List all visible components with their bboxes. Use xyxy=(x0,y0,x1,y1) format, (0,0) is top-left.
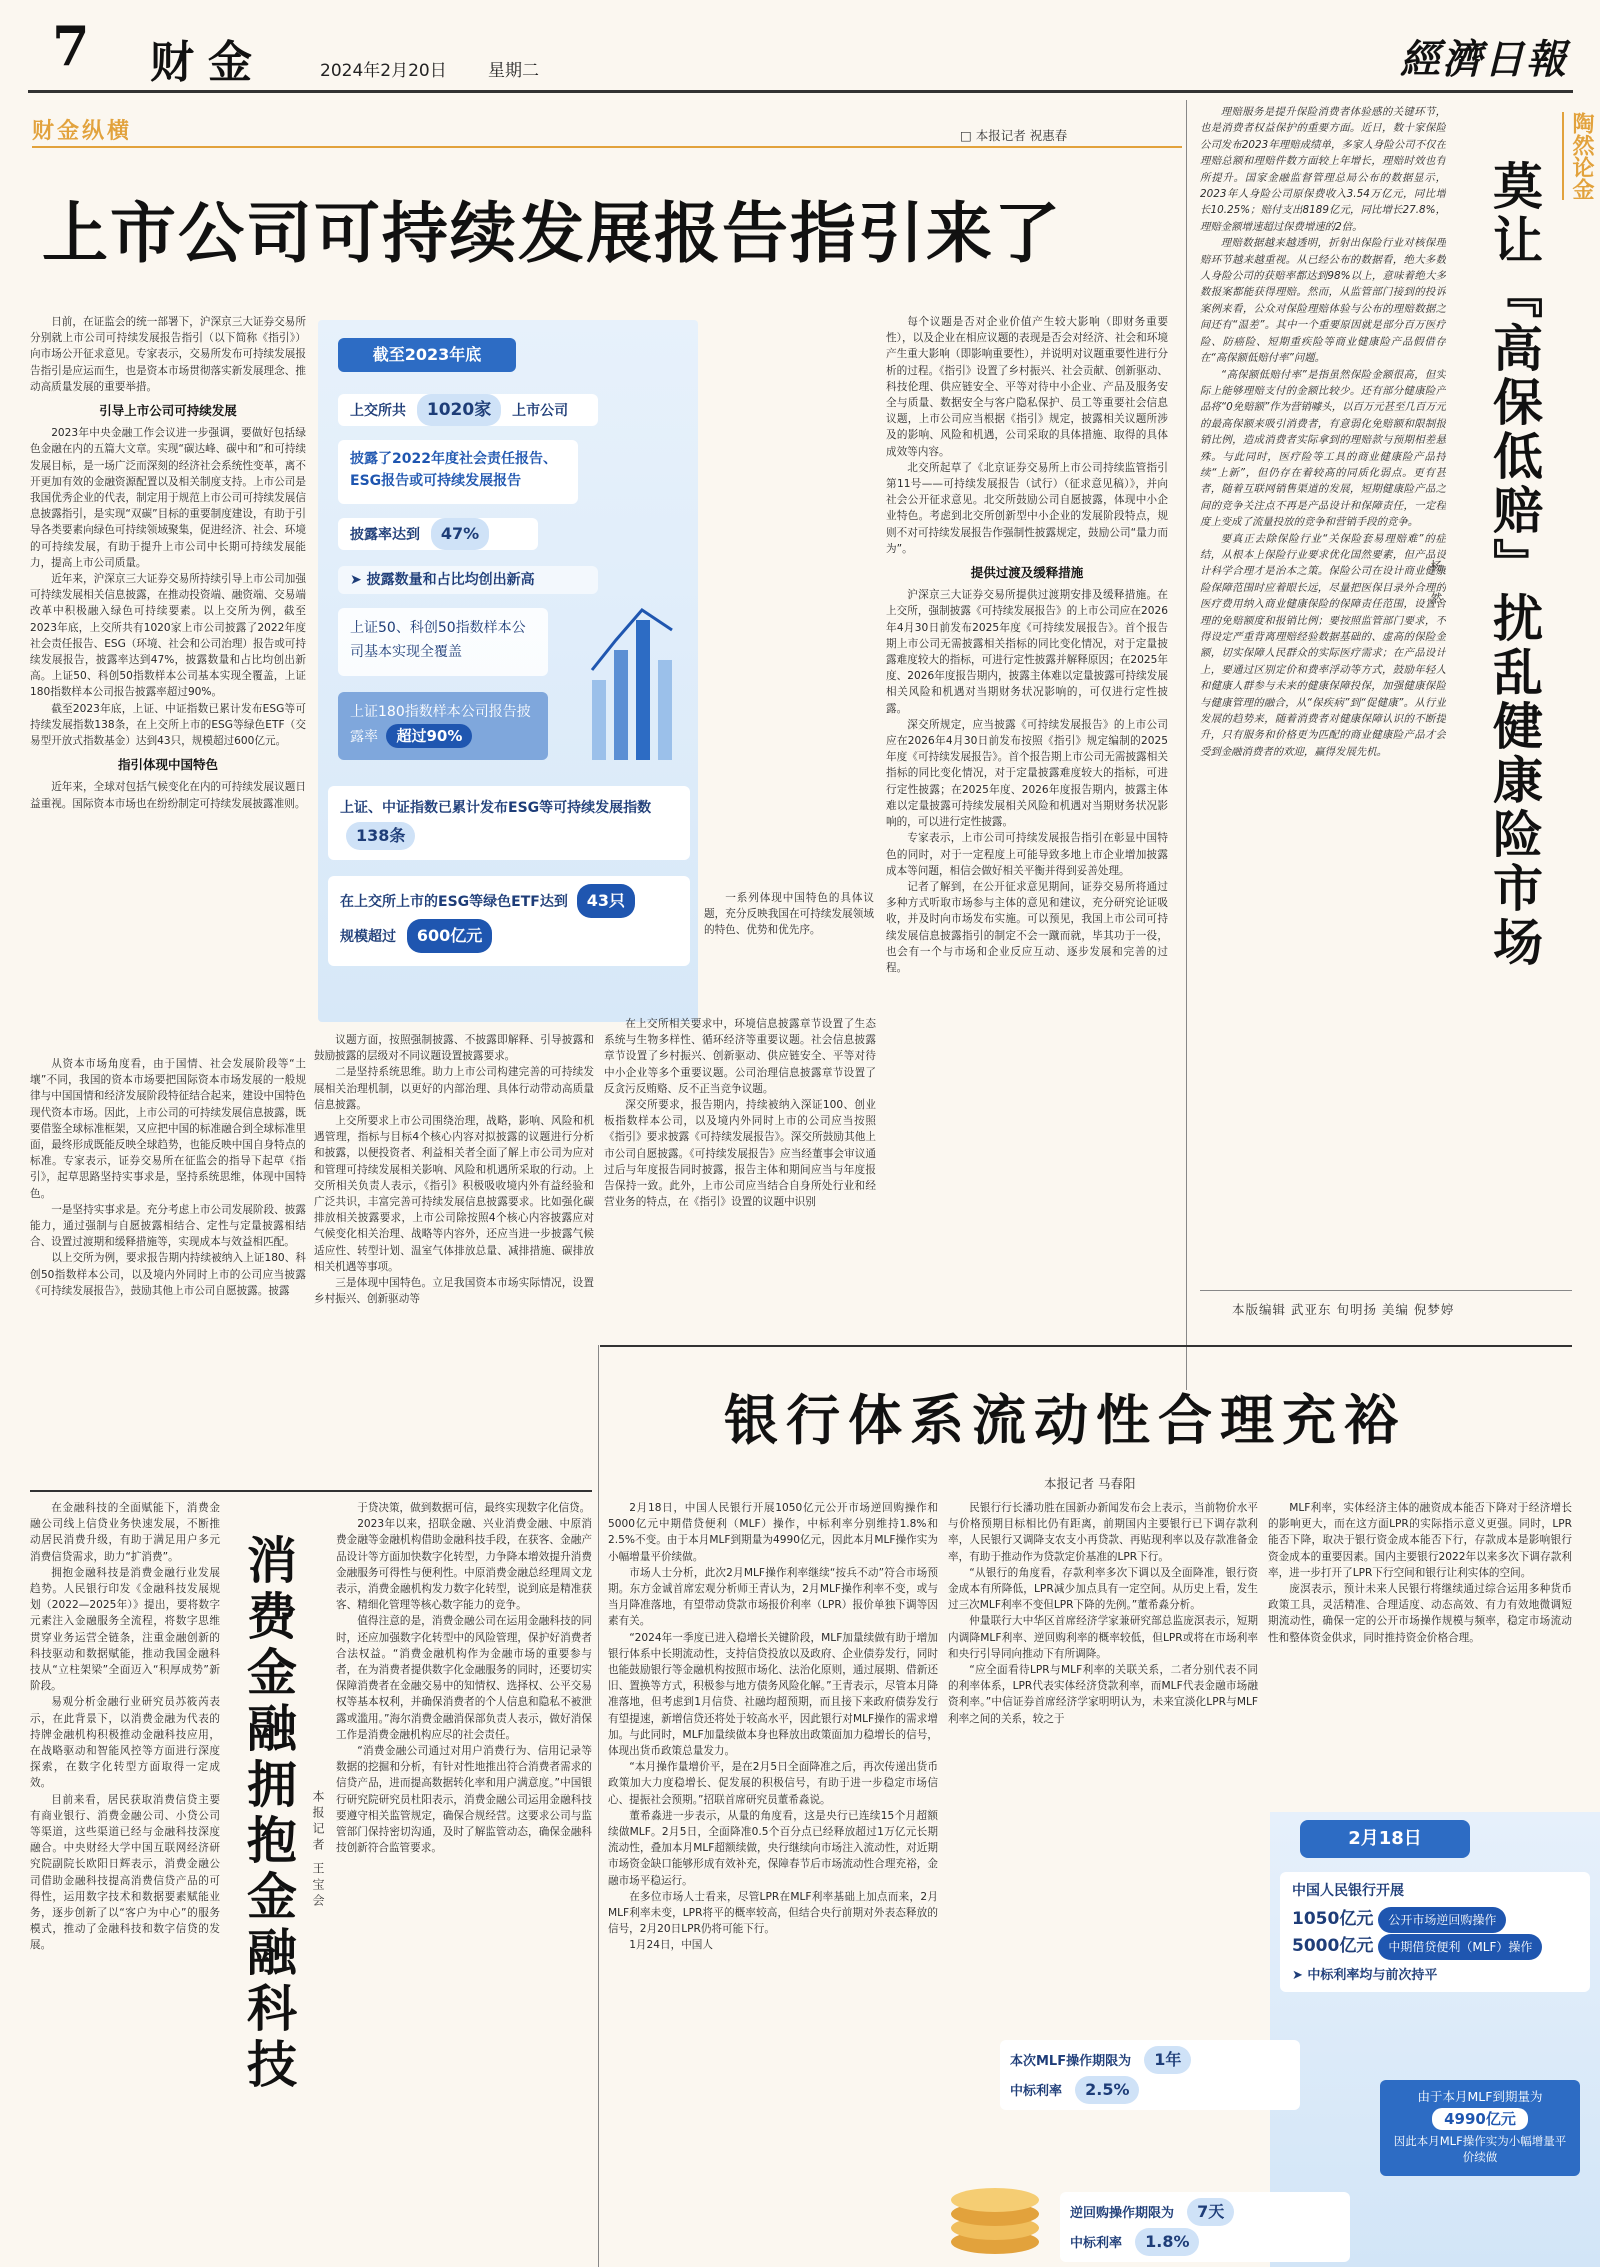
info1-row4 xyxy=(338,566,598,594)
info2-mlf-rate-value: 2.5% xyxy=(1075,2076,1139,2104)
decorative-chart-icon xyxy=(586,590,690,770)
info1-row9-label: 规模超过 xyxy=(340,929,396,945)
info2-date-tag: 2月18日 xyxy=(1300,1820,1470,1858)
info2-mlf-box xyxy=(1000,2040,1300,2110)
issue-date: 2024年2月20日 xyxy=(320,61,447,81)
article3-author: 本报记者 王宝会 xyxy=(311,1790,325,1910)
info2-mlf-term-value: 1年 xyxy=(1144,2046,1191,2074)
info2-due-value: 4990亿元 xyxy=(1432,2108,1528,2130)
article2-top-rule xyxy=(600,1345,1572,1347)
side-column-tag: 陶然论金 xyxy=(1562,112,1598,200)
page-credits: 本版编辑 武亚东 旬明扬 美编 倪梦婷 xyxy=(1232,1302,1455,1317)
paragraph: “2024年一季度已进入稳增长关键阶段，MLF加量续做有助于增加银行体系中长期流动性，支持信贷投放以及政府、企业债券发行，同时也能鼓励银行等金融机构按照市场化、法治化原则，通过展期、借新还旧、置换等方式，积极参与地方债务风险化解。”王青表示，尽管本月降准落地，但考虑到1月信贷、社融均超预期，而且接下来政府债券发行有望提速，新增信贷还将处于较高水平，因此银行对MLF操作的需求增加。与此同时，MLF加量续做本身也释放出政策面加力稳增长的信号，体现出货币政策总量发力。 xyxy=(608,1631,938,1758)
article1-lead: 日前，在证监会的统一部署下，沪深京三大证券交易所分别就上市公司可持续发展报告指引（以下简称《指引》）向市场公开征求意见。专家表示，交易所发布可持续发展报告指引是应运而生，也是资本市场贯彻落实新发展理念、推动高质量发展的重要举措。 xyxy=(30,316,306,393)
info1-row1-prefix: 上交所共 xyxy=(350,403,406,419)
article3-col1 xyxy=(30,1500,220,2267)
info2-note: 中标利率均与前次持平 xyxy=(1307,1968,1438,1983)
paragraph: 在金融科技的全面赋能下，消费金融公司线上信贷业务快速发展，不断推动居民消费升级，有助于满足用户多元消费信贷需求，助力“扩消费”。 xyxy=(30,1502,220,1563)
side-column-author: 杨然 xyxy=(1429,560,1443,624)
paragraph: 值得注意的是，消费金融公司在运用金融科技的同时，还应加强数字化转型中的风险管理，保护好消费者合法权益。“消费金融机构作为金融市场的重要参与者，在为消费者提供数字化金融服务的同时，还要切实保障消费者在金融交易中的知情权、选择权、公平交易权等基本权利，并确保消费者的个人信息和隐私不被泄露或滥用。”海尔消费金融消保部负责人表示，做好消保工作是消费金融机构应尽的社会责任。 xyxy=(336,1615,592,1741)
info2-due-note: 因此本月MLF操作实为小幅增量平价续做 xyxy=(1393,2134,1567,2164)
paragraph: 一是坚持实事求是。充分考虑上市公司发展阶段、披露能力，通过强制与自愿披露相结合、定性与定量披露相结合、设置过渡期和缓释措施等，实现成本与效益相匹配。 xyxy=(30,1203,306,1249)
article-divider xyxy=(598,1345,599,2267)
arrow-icon: ➤ xyxy=(350,572,367,588)
article1-headline: 上市公司可持续发展报告指引来了 xyxy=(42,194,1062,272)
paragraph: 深交所规定，应当披露《可持续发展报告》的上市公司应在2026年4月30日前发布按照《指引》规定编制的2025年度《可持续发展报告》。首个报告期上市公司无需披露相关指标的同比变化情况，对于定量披露难度较大的指标，可进行定性披露；在2025年度、2026年度报告期内，披露主体难以定量披露可持续发展相关风险和机遇对当期财务状况影响的，可以进行定性披露。 xyxy=(886,718,1168,829)
article3-top-rule xyxy=(30,1490,592,1492)
paragraph: 沪深京三大证券交易所提供过渡期安排及缓释措施。在上交所，强制披露《可持续发展报告》的上市公司应在2026年4月30日前发布2025年度《可持续发展报告》。首个报告期上市公司无需披露相关指标的同比变化情况，对于定量披露难度较大的指标，可进行定性披露并解释原因；在2025年度、2026年度报告期内，披露主体难以定量披露可持续发展相关风险和机遇对当期财务状况影响的，可仅进行定性披露。 xyxy=(886,589,1168,715)
paragraph: 三是体现中国特色。立足我国资本市场实际情况，设置乡村振兴、创新驱动等 xyxy=(314,1277,594,1306)
paragraph: “高保额低赔付率”是指虽然保险金额很高，但实际上能够理赔支付的金额比较少。还有部分健康险产品将“0免赔额”作为营销噱头，以百万元甚至几百万元的最高保额来吸引消费者，有意弱化免赔额和限制报销比例，造成消费者实际拿到的理赔款与预期相差悬殊。与此同时，医疗险等工具的商业健康险产品持续“上新”，但仍存在着较高的同质化弱点。更有甚者，随着互联网销售渠道的发展，短期健康险产品之间的竞争关注点不再是产品设计和保障责任，一定程度上变成了流量投放的竞争和营销手段的竞争。 xyxy=(1200,368,1446,529)
article1-byline: □ 本报记者 祝惠春 xyxy=(960,128,1068,143)
paragraph: 市场人士分析，此次2月MLF操作利率继续“按兵不动”符合市场预期。东方金诚首席宏观分析师王青认为，2月MLF操作利率不变，或与当月降准落地，有望带动贷款市场报价利率（LPR）报价单独下调等因素有关。 xyxy=(608,1566,938,1628)
paragraph: 易观分析金融行业研究员苏筱芮表示，在此背景下，以消费金融为代表的持牌金融机构积极推动金融科技应用，在战略驱动和智能风控等方面进行深度探索，在数字化转型方面取得一定成效。 xyxy=(30,1696,220,1790)
masthead-rule xyxy=(28,90,1573,93)
info2-rr-rate-value: 1.8% xyxy=(1135,2228,1199,2256)
info1-row7-label: 上证、中证指数已累计发布ESG等可持续发展指数 xyxy=(340,800,652,816)
paragraph: 深交所要求，报告期内，持续被纳入深证100、创业板指数样本公司，以及境内外同时上市的公司应当按照《指引》要求披露《可持续发展报告》。深交所鼓励其他上市公司自愿披露。《可持续发展报告》应当经董事会审议通过后与年度报告同时披露，报告主体和期间应当与年度报告保持一致。此外，上市公司应当结合自身所处行业和经营业务的特点，在《指引》设置的议题中识别 xyxy=(604,1099,876,1209)
article1-col1-bottom xyxy=(30,1056,306,1476)
info2-op2-label: 中期借贷便利（MLF）操作 xyxy=(1378,1934,1542,1960)
info1-row5 xyxy=(338,608,548,676)
info2-op1-label: 公开市场逆回购操作 xyxy=(1378,1907,1506,1933)
info2-mlf-rate-label: 中标利率 xyxy=(1010,2084,1063,2099)
paragraph: 专家表示，上市公司可持续发展报告指引在彰显中国特色的同时，对于一定程度上可能导致多地上市企业增加披露成本等问题，相信会做好相关平衡并得到妥善处理。 xyxy=(886,832,1168,877)
info2-panel xyxy=(1280,1872,1590,1992)
section-title: 财金 xyxy=(150,37,266,88)
paragraph: 议题方面，按照强制披露、不披露即解释、引导披露和鼓励披露的层级对不同议题设置披露要求。 xyxy=(314,1034,594,1063)
paragraph: 截至2023年底，上证、中证指数已累计发布ESG等可持续发展指数138条，在上交所上市的ESG等绿色ETF（交易型开放式指数基金）达到43只，规模超过600亿元。 xyxy=(30,702,306,748)
paragraph: 2月18日，中国人民银行开展1050亿元公开市场逆回购操作和5000亿元中期借贷便利（MLF）操作，中标利率分别维持1.8%和2.5%不变。由于本月MLF到期量为4990亿元，因此本月MLF操作实为小幅增量平价续做。 xyxy=(608,1502,938,1563)
newspaper-logo: 經濟日報 xyxy=(1400,36,1568,83)
caption-text: 一系列体现中国特色的具体议题，充分反映我国在可持续发展领域的特色、优势和优先序。 xyxy=(704,892,874,937)
article1-col4 xyxy=(886,314,1168,1472)
info1-row8-value: 43只 xyxy=(577,884,635,918)
infographic-sse-esg xyxy=(318,320,698,1022)
issue-weekday: 星期二 xyxy=(488,61,539,81)
paragraph: 二是坚持系统思维。助力上市公司构建完善的可持续发展相关治理机制，以更好的内部治理、具体行动带动高质量信息披露。 xyxy=(314,1066,594,1111)
side-column-divider xyxy=(1186,100,1187,1390)
paragraph: 2023年中央金融工作会议进一步强调，要做好包括绿色金融在内的五篇大文章。实现“碳达峰、碳中和”和可持续发展目标，是一场广泛而深刻的经济社会系统性变革，离不开更加有效的金融资源配置以及相关制度支持。上市公司是我国优秀企业的代表，制定用于规范上市公司可持续发展信息披露指引，是实现“双碳”目标的重要制度建设，有助于引导各类要素向绿色可持续领域聚集，促进经济、社会、环境的可持续发展，有助于提升上市公司中长期可持续发展能力，提高上市公司质量。 xyxy=(30,427,306,569)
article2-headline: 银行体系流动性合理充裕 xyxy=(724,1388,1406,1452)
info1-row4-text: 披露数量和占比均创出新高 xyxy=(366,572,535,588)
info1-row5-text: 上证50、科创50指数样本公司基本实现全覆盖 xyxy=(350,620,526,660)
info1-row8 xyxy=(328,876,690,966)
info2-due-label: 由于本月MLF到期量为 xyxy=(1417,2089,1543,2104)
paragraph: 北交所起草了《北京证券交易所上市公司持续监管指引第11号——可持续发展报告（试行）（征求意见稿）》，并向社会公开征求意见。北交所鼓励公司自愿披露，体现中小企业特色。考虑到北交所创新型中小企业的发展阶段特点，规则不对可持续发展报告作强制性披露规定，鼓励公司“量力而为”。 xyxy=(886,461,1168,555)
info1-row9-value: 600亿元 xyxy=(407,919,492,953)
paragraph: 于贷决策，做到数据可信，最终实现数字化信贷。 xyxy=(357,1502,591,1514)
article2-col1 xyxy=(608,1500,938,2267)
info2-op2-value: 5000亿元 xyxy=(1292,1936,1374,1956)
article2-byline: 本报记者 马春阳 xyxy=(1044,1476,1136,1491)
article2-col3 xyxy=(1268,1500,1572,1806)
column-tag: 财金纵横 xyxy=(32,119,133,144)
side-column-text xyxy=(1200,104,1446,1284)
paragraph: “消费金融公司通过对用户消费行为、信用记录等数据的挖掘和分析，有针对性地推出符合消费者需求的信贷产品，进而提高数据转化率和用户满意度。”中国银行研究院研究员杜阳表示，消费金融公司运用金融科技要遵守相关监管规定，确保合规经营。这要求公司与监管部门保持密切沟通，及时了解监管动态，确保金融科技创新符合监管要求。 xyxy=(336,1745,592,1855)
arrow-icon: ➤ xyxy=(1292,1968,1308,1983)
subhead-guide: 引导上市公司可持续发展 xyxy=(99,403,237,419)
info1-row6-value: 超过90% xyxy=(386,724,472,748)
info1-row1-value: 1020家 xyxy=(417,394,501,426)
info2-due-box xyxy=(1380,2080,1580,2176)
side-column-title: 莫让『高保低赔』扰乱健康险市场 xyxy=(1485,160,1544,970)
paragraph: 仲量联行大中华区首席经济学家兼研究部总监庞溟表示，短期内调降MLF利率、逆回购利率的概率较低，但LPR或将在市场利率和央行引导同向推动下有所调降。 xyxy=(948,1615,1258,1660)
page-number: 7 xyxy=(52,14,90,78)
paragraph: 1月24日，中国人 xyxy=(629,1939,713,1952)
info2-op1-value: 1050亿元 xyxy=(1292,1909,1374,1929)
paragraph: 上交所要求上市公司围绕治理，战略，影响、风险和机遇管理，指标与目标4个核心内容对拟披露的议题进行分析和披露，以便投资者、利益相关者全面了解上市公司为应对和管理可持续发展相关影响、风险和机遇所采取的行动。上交所相关负责人表示，《指引》积极吸收境内外有益经验和广泛共识，丰富完善可持续发展信息披露要求。比如强化碳排放相关披露要求，上市公司除按照4个核心内容披露应对气候变化相关治理、战略等内容外，还应当进一步披露气候适应性、转型计划、温室气体排放总量、减排措施、碳排放相关机遇等事项。 xyxy=(314,1115,594,1273)
article1-col1 xyxy=(30,314,306,1054)
info1-row3 xyxy=(338,518,538,550)
infographic-pboc-operations xyxy=(940,1812,1600,2267)
paragraph: 从资本市场角度看，由于国情、社会发展阶段等“土壤”不同，我国的资本市场要把国际资本市场发展的一般规律与中国国情和经济发展阶段特征结合起来，建设中国特色现代资本市场。因此，上市公司的可持续发展信息披露，既要借鉴全球标准框架，又应把中国的标准融合到全球标准里面，最终形成既能反映全球趋势，也能反映中国自身特点的标准。专家表示，证券交易所在征监会的指导下起草《指引》，起草思路坚持实事求是，坚持系统思维，体现中国特色。 xyxy=(30,1058,306,1200)
infographic-caption xyxy=(704,890,874,1016)
paragraph: 近年来，沪深京三大证券交易所持续引导上市公司加强可持续发展相关信息披露，在推动投资端、融资端、交易端改革中积极融入绿色可持续要素。以上交所为例，截至2023年底，上交所共有1020家上市公司披露了2022年度社会责任报告、ESG（环境、社会和公司治理）报告或可持续发展报告，披露率达到47%，披露数量和占比均创出新高。上证50、科创50指数样本公司基本实现全覆盖，上证180指数样本公司报告披露率超过90%。 xyxy=(30,573,306,699)
info2-rr-box xyxy=(1060,2192,1350,2262)
paragraph: 2023年以来，招联金融、兴业消费金融、中原消费金融等金融机构借助金融科技手段，在获客、金融产品设计等方面加快数字化转型，力争降本增效提升消费金融服务可得性与便利性。中原消费金融总经理周文龙表示，消费金融机构发力数字化转型，说到底是精准获客、精细化管理等核心数字能力的竞争。 xyxy=(336,1518,592,1612)
info1-row6 xyxy=(338,692,548,760)
paragraph: “本月操作量增价平，是在2月5日全面降准之后，再次传递出货币政策加大力度稳增长、促发展的积极信号，有助于进一步稳定市场信心、提振社会预期。”招联首席研究员董希淼说。 xyxy=(608,1761,938,1806)
info1-row2-text: 披露了2022年度社会责任报告、ESG报告或可持续发展报告 xyxy=(350,451,557,489)
coin-stack-icon xyxy=(940,2142,1050,2262)
paragraph: MLF利率，实体经济主体的融资成本能否下降对于经济增长的影响更大，而在这方面LPR的实际指示意义更强。同时，LPR能否下降，取决于银行资金成本能否下行，存款成本是影响银行资金成本的重要因素。国内主要银行2022年以来多次下调存款利率，进一步打开了LPR下行空间和银行让利实体的空间。 xyxy=(1268,1502,1572,1579)
paragraph: 理赔服务是提升保险消费者体验感的关键环节，也是消费者权益保护的重要方面。近日，数十家保险公司发布2023年理赔成绩单，多家人身险公司不仅在理赔总额和理赔件数方面较上年增长，理赔时效也有所提升。国家金融监督管理总局公布的数据显示，2023年人身险公司原保费收入3.54万亿元，同比增长10.25%；赔付支出8189亿元，同比增长27.8%，理赔金额增速超过保费增速的2倍。 xyxy=(1200,106,1446,233)
paragraph: 理赔数据越来越透明，折射出保险行业对核保理赔环节越来越重视。从已经公布的数据看，绝大多数人身险公司的获赔率都达到98%以上，意味着绝大多数报案都能获得理赔。然而，从监管部门接到的投诉案例来看，公众对保险理赔体验与公布的理赔数据之间还有“温差”。其中一个重要原因就是部分百万医疗险、防癌险、短期重疾险等商业健康险产品假借存在“高保额低赔付率”问题。 xyxy=(1200,237,1446,365)
info1-row7 xyxy=(328,786,690,860)
info2-note-row xyxy=(1292,1964,1578,1983)
paragraph: 要真正去除保险行业“关保险套易理赔难”的症结，从根本上保险行业要求优化国然要素，但产品设计科学合理才是治本之策。保险公司在设计商业健康险保障范围时应着眼长远，尽量把医保目录外合理的医疗费用纳入商业健康保险的保障责任范围，设置合理的免赔额度和报销比例；要按照监管部门要求，不得设定严重背离理赔经验数据基础的、虚高的保险金额，切实保障人民群众的实际医疗需求；在产品设计上，要通过区别定价和费率浮动等方式，鼓励年轻人和健康人群参与未来的健康保障投保，加强健康保险与健康管理的融合，从“保疾病”到“促健康”。从行业发展的趋势来，随着消费者对健康保障认识的不断提升，只有服务和价格更为匹配的商业健康险产品才会受到金融消费者的欢迎，赢得发展先机。 xyxy=(1200,532,1446,758)
info1-row1 xyxy=(338,394,598,426)
paragraph: 每个议题是否对企业价值产生较大影响（即财务重要性），以及企业在相应议题的表现是否会对经济、社会和环境产生重大影响（即影响重要性），并说明对议题重要性进行分析的过程。《指引》设置了乡村振兴、社会贡献、创新驱动、科技伦理、供应链安全、平等对待中小企业、产品及服务安全与质量、数据安全与客户隐私保护、员工等重要社会信息议题，上市公司应当根据《指引》规定，披露相关议题所涉及的影响、风险和机遇，公司采取的具体措施、取得的具体成效等内容。 xyxy=(886,316,1168,458)
info1-banner: 截至2023年底 xyxy=(338,338,516,372)
info2-rr-term-value: 7天 xyxy=(1187,2198,1234,2226)
paragraph: 以上交所为例，要求报告期内持续被纳入上证180、科创50指数样本公司，以及境内外同时上市的公司应当披露《可持续发展报告》，鼓励其他上市公司自愿披露。披露 xyxy=(30,1252,306,1297)
info1-row6-label: 上证180指数样本公司报告披露率 xyxy=(350,704,531,745)
article3-headline: 消费金融拥抱金融科技 xyxy=(239,1534,298,2094)
info1-row1-suffix: 上市公司 xyxy=(512,403,569,419)
paragraph: 目前来看，居民获取消费信贷主要有商业银行、消费金融公司、小贷公司等渠道，这些渠道已经与金融科技深度融合。中央财经大学中国互联网经济研究院副院长欧阳日辉表示，消费金融公司借助金融科技提高消费信贷产品的可得性，运用数字技术和数据要素赋能业务，逐步创新了以“客户为中心”的服务模式，推动了金融科技和数字信贷的发展。 xyxy=(30,1793,220,1952)
column-tag-rule xyxy=(32,146,1182,148)
info2-title: 中国人民银行开展 xyxy=(1292,1883,1404,1899)
info1-row3-label: 披露率达到 xyxy=(350,527,420,543)
credits-rule xyxy=(1200,1290,1572,1291)
info1-row3-value: 47% xyxy=(431,518,489,550)
paragraph: “应全面看待LPR与MLF利率的关联关系，二者分别代表不同的利率体系，LPR代表实体经济贷款利率，而MLF代表金融市场融资利率。”中信证券首席经济学家明明认为，未来宜淡化LPR与MLF利率之间的关系，较之于 xyxy=(948,1664,1258,1725)
info2-mlf-term-label: 本次MLF操作期限为 xyxy=(1010,2054,1132,2069)
subhead-china: 指引体现中国特色 xyxy=(117,757,218,773)
info1-row7-value: 138条 xyxy=(346,822,415,850)
article1-col2 xyxy=(314,1032,594,1472)
info1-row2 xyxy=(338,440,578,504)
paragraph: 近年来，全球对包括气候变化在内的可持续发展议题日益重视。国际资本市场也在纷纷制定可持续发展披露准则。 xyxy=(30,781,306,810)
article3-col2 xyxy=(336,1500,592,2267)
paragraph: 在上交所相关要求中，环境信息披露章节设置了生态系统与生物多样性、循环经济等重要议题。社会信息披露章节设置了乡村振兴、创新驱动、供应链安全、平等对待中小企业等多个重要议题。公司治理信息披露章节设置了反贪污反贿赂、反不正当竞争议题。 xyxy=(604,1018,876,1095)
paragraph: 民银行行长潘功胜在国新办新闻发布会上表示，当前物价水平与价格预期目标相比仍有距离，前期国内主要银行已下调存款利率，人民银行又调降支农支小再贷款、再贴现利率以及存款准备金率，有助于推动作为贷款定价基准的LPR下行。 xyxy=(948,1502,1258,1563)
info2-rr-rate-label: 中标利率 xyxy=(1070,2236,1123,2251)
paragraph: 在多位市场人士看来，尽管LPR在MLF利率基础上加点而来，2月MLF利率未变，LPR将平的概率较高，但结合央行前期对外表态释放的信号，2月20日LPR仍将可能下行。 xyxy=(608,1890,938,1936)
paragraph: “从银行的角度看，存款利率多次下调以及全面降准，银行资金成本有所降低，LPR减少加点具有一定空间。从历史上看，发生过三次MLF利率不变但LPR下降的先例。”董希淼分析。 xyxy=(948,1566,1258,1612)
info2-rr-term-label: 逆回购操作期限为 xyxy=(1070,2206,1175,2221)
paragraph: 记者了解到，在公开征求意见期间，证券交易所将通过多种方式听取市场参与主体的意见和建议，充分研究论证吸收，并及时向市场发布实施。可以预见，我国上市公司可持续发展信息披露指引的制定不会一蹴而就，毕其功于一役，也会有一个与市场和企业反应互动、逐步发展和完善的过程。 xyxy=(886,880,1168,974)
paragraph: 拥抱金融科技是消费金融行业发展趋势。人民银行印发《金融科技发展规划（2022—2025年）》提出，要将数字元素注入金融服务全流程，将数字思维贯穿业务运营全链条，注重金融创新的科技驱动和数据赋能，推动我国金融科技从“立柱架梁”全面迈入“积厚成势”新阶段。 xyxy=(30,1566,220,1693)
subhead-transition: 提供过渡及缓释措施 xyxy=(970,565,1084,581)
paragraph: 董希淼进一步表示，从量的角度看，这是央行已连续15个月超额续做MLF。2月5日，全面降准0.5个百分点已经释放超过1万亿元长期流动性，叠加本月MLF超额续做，央行继续向市场注入流动性，对近期市场资金缺口能够形成有效补充，保障春节后市场流动性合理充裕，金融市场平稳运行。 xyxy=(608,1809,938,1887)
info1-row8-label: 在上交所上市的ESG等绿色ETF达到 xyxy=(340,894,568,910)
paragraph: 庞溟表示，预计未来人民银行将继续通过综合运用多种货币政策工具，灵活精准、合理适度、动态高效、有力有效地微调短期流动性，确保一定的公开市场操作规模与频率，稳定市场流动性和整体资金供求，同时推持资金价格合理。 xyxy=(1268,1583,1572,1644)
